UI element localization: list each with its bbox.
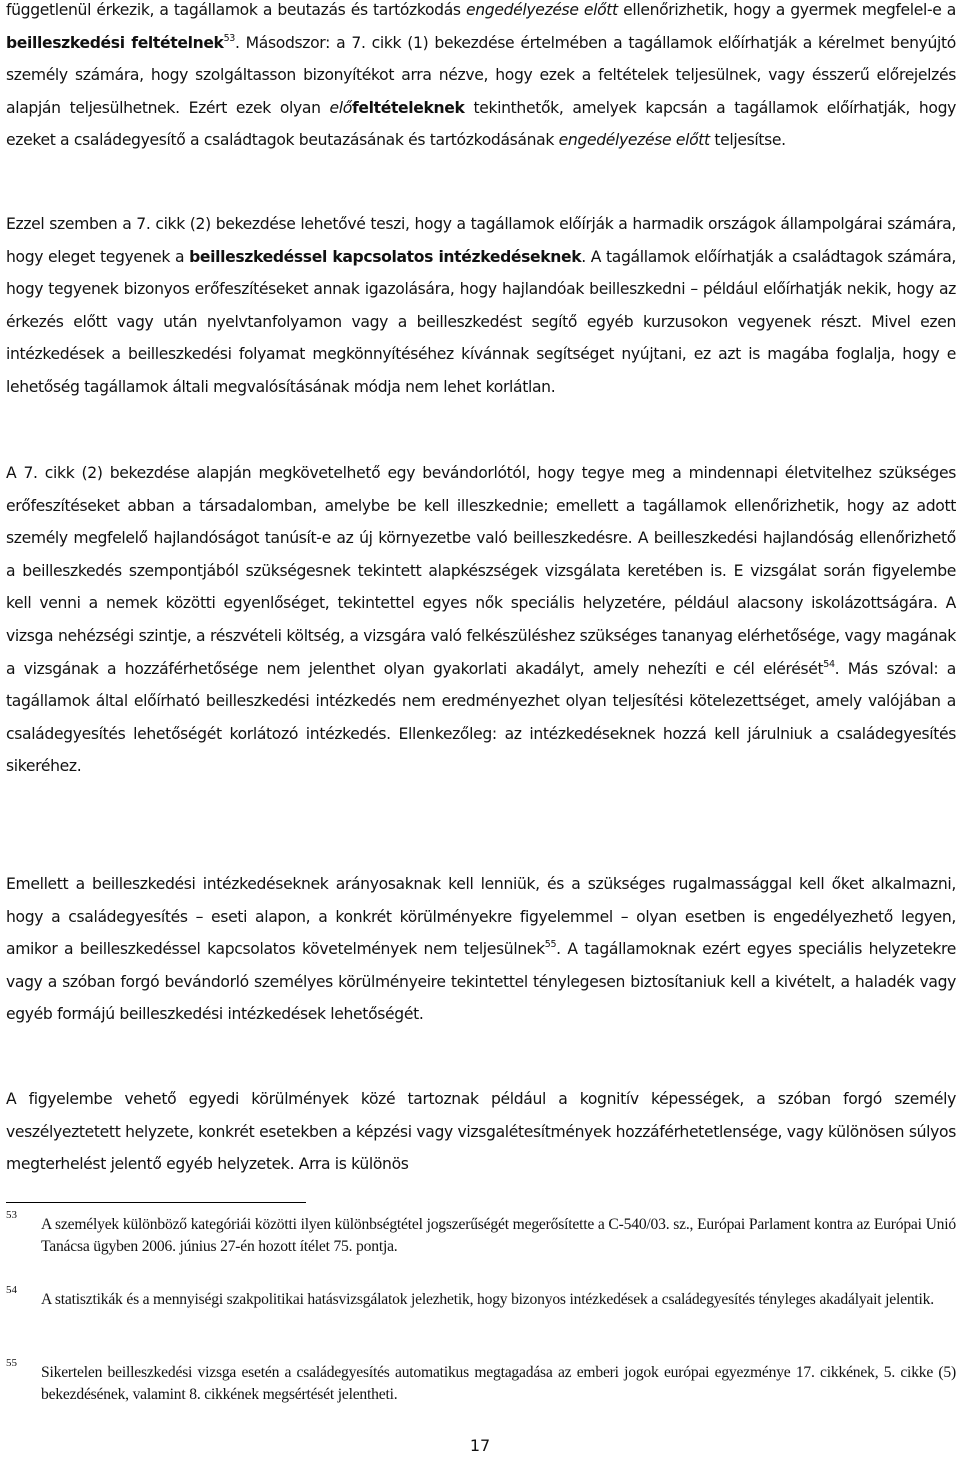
paragraph bbox=[6, 0, 956, 157]
paragraph bbox=[6, 868, 956, 1031]
text-run: Ezzel szemben a 7. cikk (2) bekezdése lehetővé teszi, hogy a tagállamok előírják a harmadik országok állampolgárai számára, hogy eleget tegyenek a bbox=[6, 215, 956, 266]
footnote-number: 55 bbox=[6, 1357, 17, 1369]
text-run: ellenőrizhetik, hogy a gyermek megfelel-e a bbox=[617, 1, 956, 19]
footnote-number: 53 bbox=[6, 1209, 17, 1221]
italic-text: elő bbox=[329, 98, 352, 117]
text-run: . Más szóval: a tagállamok által előírható beilleszkedési intézkedés nem eredményezhet olyan teljesítési kötelezettséget, amely valójában a családegyesítés lehetőségét korlátozó intézkedés. Ellenkezőleg: az intézkedéseknek hozzá kell járulniuk a családegyesítés sikeréhez. bbox=[6, 659, 956, 776]
page-number: 17 bbox=[469, 1436, 491, 1455]
footnote-separator bbox=[6, 1202, 306, 1203]
text-run: tekinthetők, amelyek kapcsán a tagállamok előírhatják, hogy ezeket a családegyesítő a családtagok beutazásának és tartózkodásának bbox=[6, 98, 956, 150]
footnote-reference: 54 bbox=[823, 658, 835, 670]
paragraph bbox=[6, 1083, 956, 1181]
footnote-reference: 55 bbox=[544, 939, 557, 951]
bold-text: beilleszkedési feltételnek bbox=[6, 33, 224, 52]
italic-text: engedélyezése előtt bbox=[466, 1, 618, 19]
text-run: Emellett a beilleszkedési intézkedéseknek arányosaknak kell lenniük, és a szükséges rugalmassággal kell őket alkalmazni, hogy a családegyesítés – eseti alapon, a konkrét körülményekre figyelemmel – olyan esetben is engedélyezhető legyen, amikor a beilleszkedéssel kapcsolatos követelmények nem teljesülnek bbox=[6, 875, 956, 959]
footnote-reference: 53 bbox=[223, 32, 235, 44]
text-run: A 7. cikk (2) bekezdése alapján megkövetelhető egy bevándorlótól, hogy tegye meg a mindennapi életvitelhez szükséges erőfeszítéseket abban a társadalomban, amelybe be kell illeszkednie; emellett a tagállamok ellenőrizhetik, hogy az adott személy megfelelő hajlandóságot tanúsít-e az új környezetbe való beilleszkedésre. A beilleszkedési hajlandóság ellenőrizhető a beilleszkedés szempontjából szükségesnek tekintett alapkészségek vizsgálata keretében is. E vizsgálat során figyelembe kell venni a nemek közötti egyenlőséget, tekintettel egyes nők speciális helyzetére, például alacsony iskolázottságára. A vizsga nehézségi szintje, a részvételi költség, a vizsgára való felkészüléshez szükséges tananyag elérhetősége, vagy magának a vizsgának a hozzáférhetősége nem jelenthet olyan gyakorlati akadályt, amely nehezíti e cél elérését bbox=[6, 464, 956, 678]
text-run: . A tagállamok előírhatják a családtagok számára, hogy tegyenek bizonyos erőfeszítéseket annak igazolására, hogy hajlandóak beilleszkedni – például előírhatják nekik, hogy az érkezés előtt vagy után nyelvtanfolyamon vagy a beilleszkedést segítő egyéb kurzusokon vegyenek részt. Mivel ezen intézkedések a beilleszkedési folyamat megkönnyítéséhez kívánnak segítséget nyújtani, ez azt is magába foglalja, hogy e lehetőség tagállamok általi megvalósításának módja nem lehet korlátlan. bbox=[6, 247, 957, 396]
bold-text: feltételeknek bbox=[351, 98, 465, 117]
text-run: . A tagállamoknak ezért egyes speciális helyzetekre vagy a szóban forgó bevándorló személyes körülményeire tekintettel ténylegesen biztosítaniuk kell a kivételt, a haladék vagy egyéb formájú beilleszkedési intézkedések lehetőségét. bbox=[6, 940, 956, 1024]
text-run: teljesítse. bbox=[709, 131, 786, 150]
paragraph bbox=[6, 208, 956, 404]
paragraph bbox=[6, 457, 956, 783]
bold-text: beilleszkedéssel kapcsolatos intézkedéseknek bbox=[189, 247, 582, 266]
italic-text: engedélyezése előtt bbox=[558, 131, 710, 150]
footnote-number: 54 bbox=[6, 1284, 17, 1296]
footnote-text: A statisztikák és a mennyiségi szakpolitikai hatásvizsgálatok jelezhetik, hogy bizonyos intézkedések a családegyesítés tényleges akadályait jelentik. bbox=[41, 1291, 934, 1308]
text-run: . Másodszor: a 7. cikk (1) bekezdése értelmében a tagállamok előírhatják a kérelmet benyújtó személy számára, hogy szolgáltasson bizonyítékot arra nézve, hogy ezek a feltételek teljesülnek, vagy ésszerű előrejelzés alapján teljesülhetnek. Ezért ezek olyan bbox=[6, 33, 956, 117]
footnote-text: Sikertelen beilleszkedési vizsga esetén a családegyesítés automatikus megtagadása az emberi jogok európai egyezménye 17. cikkének, 5. cikke (5) bekezdésének, valamint 8. cikkének megsértését jelentheti. bbox=[41, 1364, 956, 1403]
footnote-text: A személyek különböző kategóriái közötti ilyen különbségtétel jogszerűségét megerősítette a C-540/03. sz., Európai Parlament kontra az Európai Unió Tanácsa ügyben 2006. június 27-én hozott ítélet 75. pontja. bbox=[41, 1216, 956, 1255]
text-run: A figyelembe vehető egyedi körülmények közé tartoznak például a kognitív képességek, a szóban forgó személy veszélyeztetett helyzete, konkrét esetekben a képzési vagy vizsgalétesítmények hozzáférhetetlensége, vagy különösen súlyos megterhelést jelentő egyéb helyzetek. Arra is különös bbox=[6, 1090, 956, 1174]
text-run: függetlenül érkezik, a tagállamok a beutazás és tartózkodás bbox=[6, 1, 467, 19]
